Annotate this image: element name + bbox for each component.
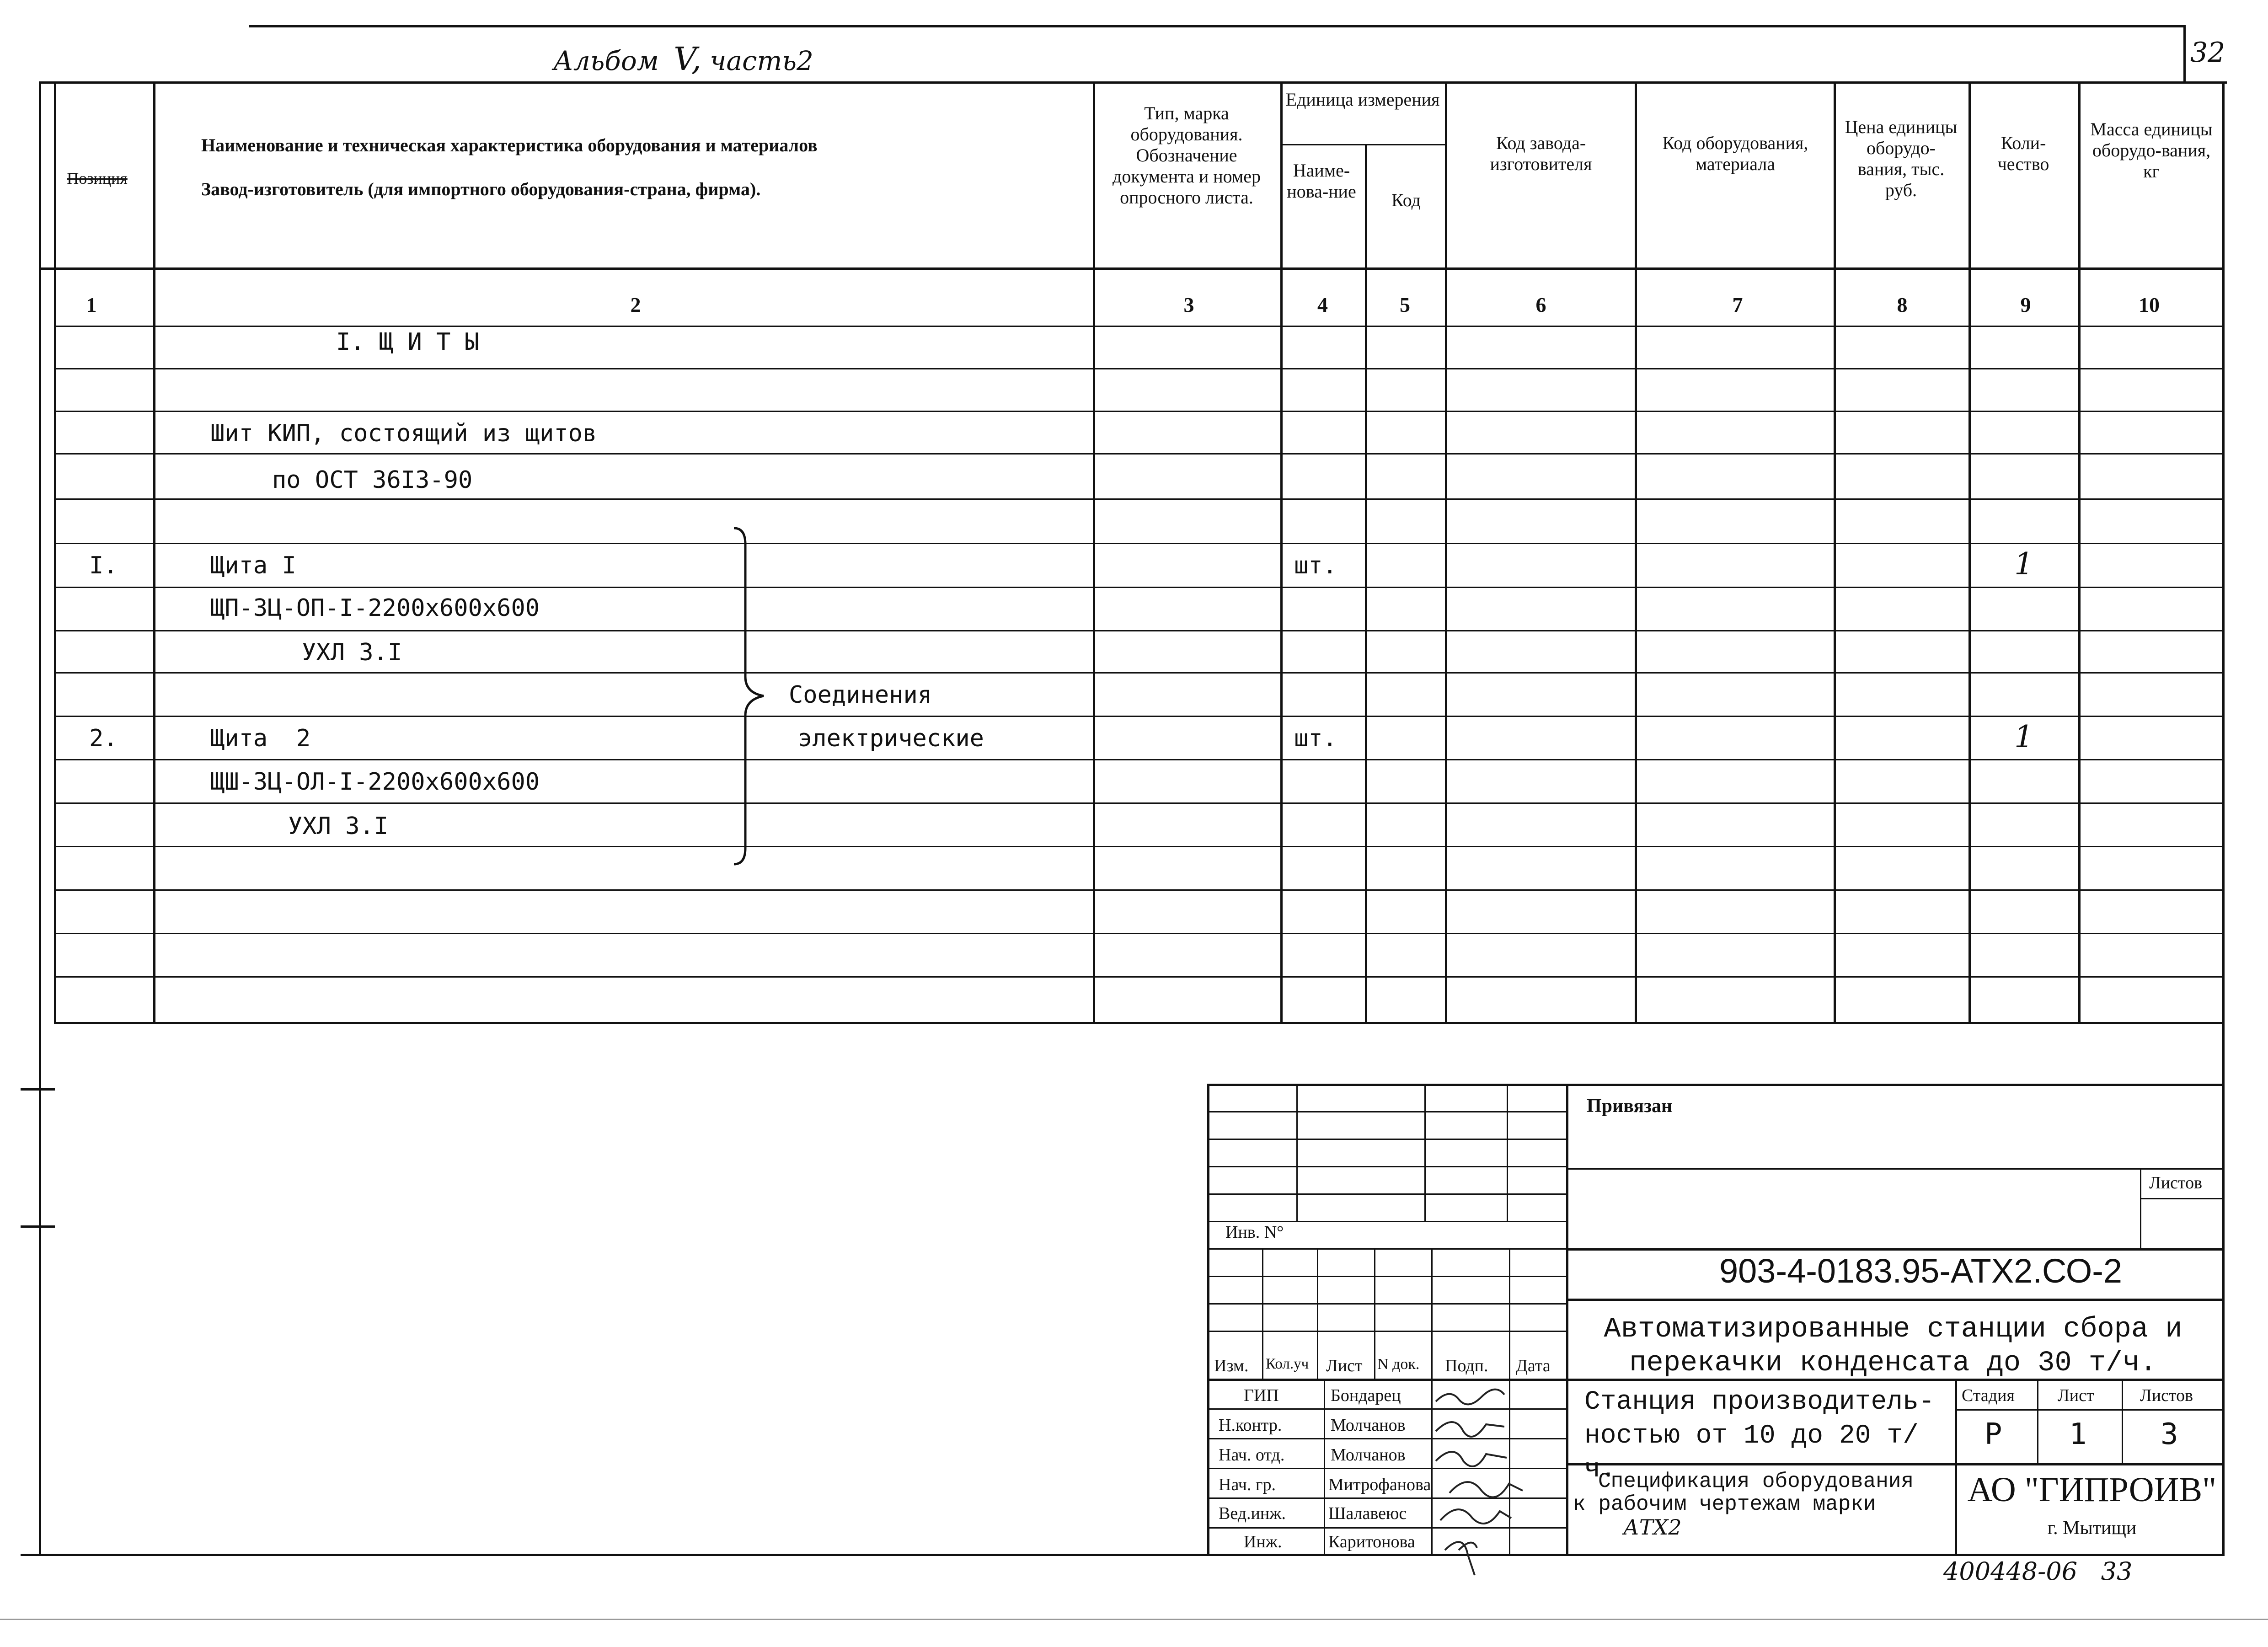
spec-title-line1: Спецификация оборудования xyxy=(1598,1470,1914,1493)
sheet-value: 1 xyxy=(2069,1417,2087,1451)
row-line xyxy=(54,630,2225,631)
item1-unit: шт. xyxy=(1294,552,1337,579)
col-line-8 xyxy=(1968,81,1971,1023)
signer-name: Молчанов xyxy=(1331,1416,1406,1435)
stamp-grid-v xyxy=(1262,1248,1263,1379)
stamp-grid-h xyxy=(1207,1139,1566,1140)
colnum-5: 5 xyxy=(1400,293,1410,316)
section-title: I. Щ И Т Ы xyxy=(336,328,480,356)
stamp-code-bottom xyxy=(1566,1299,2225,1301)
frame-left xyxy=(39,81,41,1554)
stamp-col-izm: Изм. xyxy=(1214,1356,1249,1375)
document-code: 903-4-0183.95-АТХ2.СО-2 xyxy=(1719,1252,2123,1290)
header-unit-price: Цена единицы оборудо-вания, тыс. руб. xyxy=(1845,117,1958,200)
item2-quantity: 1 xyxy=(2014,719,2033,754)
header-type: Тип, марка оборудования. Обозначение документа и номер опросного листа. xyxy=(1112,103,1261,208)
page-number: 32 xyxy=(2190,37,2225,69)
stamp-grid-v xyxy=(1424,1084,1426,1221)
joint-brace-icon xyxy=(732,526,768,866)
stamp-grid-h xyxy=(1207,1193,1566,1195)
stamp-grid-h xyxy=(1207,1248,1566,1250)
album-label xyxy=(553,40,813,78)
signatures-icon xyxy=(1431,1381,1568,1577)
header-name-line2: Завод-изготовитель (для импортного оборудования-страна, фирма). xyxy=(201,179,761,199)
item1-position: I. xyxy=(89,552,118,579)
colnum-2: 2 xyxy=(630,293,641,316)
colnum-8: 8 xyxy=(1897,293,1908,316)
item2-position: 2. xyxy=(89,725,118,752)
binding-mark-1 xyxy=(21,1088,55,1091)
stamp-col-list: Лист xyxy=(1326,1356,1363,1375)
frame-left-inner xyxy=(54,81,56,1023)
stamp-grid-h xyxy=(1207,1166,1566,1167)
stamp-grid-v xyxy=(1431,1248,1433,1379)
colnum-6: 6 xyxy=(1535,293,1546,316)
stage-divider-2 xyxy=(2122,1379,2123,1463)
signer-name: Молчанов xyxy=(1331,1445,1406,1465)
col-line-4 xyxy=(1365,144,1367,1023)
signer-name: Митрофанова xyxy=(1328,1475,1431,1494)
col-line-9 xyxy=(2078,81,2081,1023)
row-line xyxy=(54,802,2225,804)
item1-climate: УХЛ 3.I xyxy=(302,639,402,666)
top-rule xyxy=(249,25,2186,27)
item2-climate: УХЛ 3.I xyxy=(288,813,389,840)
col-line-3 xyxy=(1280,81,1283,1023)
stamp-col-kol: Кол.уч xyxy=(1266,1356,1309,1372)
stamp-station-divider xyxy=(1955,1379,1957,1555)
frame-top xyxy=(39,81,2225,84)
header-unit-code: Код xyxy=(1391,190,1421,210)
row-line xyxy=(54,716,2225,717)
stamp-sheets-box-left xyxy=(2140,1168,2141,1248)
stamp-right-line xyxy=(1566,1168,2225,1170)
unit-group-divider xyxy=(1280,144,1445,145)
stamp-grid-v xyxy=(1374,1248,1375,1379)
item1-type: ЩП-3Ц-ОП-I-2200x600x600 xyxy=(210,594,540,622)
header-name xyxy=(201,135,1070,200)
header-position: Позиция xyxy=(67,169,128,187)
project-title: Автоматизированные станции сбора и перекачки конденсата до 30 т/ч. xyxy=(1604,1313,2182,1379)
header-factory-code: Код завода-изготовителя xyxy=(1490,133,1592,174)
col-line-1 xyxy=(153,81,155,1023)
bound-label: Привязан xyxy=(1587,1096,1673,1117)
colnum-7: 7 xyxy=(1732,293,1743,316)
stamp-grid-h xyxy=(1207,1276,1566,1277)
stamp-station-bottom xyxy=(1566,1463,2225,1465)
row-line xyxy=(54,543,2225,544)
joint-label-line1: Соединения xyxy=(789,681,932,709)
stamp-grid-h xyxy=(1207,1331,1566,1332)
item2-name: Щита 2 xyxy=(210,725,311,752)
spec-title-line2: к рабочим чертежам марки xyxy=(1573,1492,1876,1516)
binding-mark-2 xyxy=(21,1225,55,1228)
stamp-right xyxy=(2222,1084,2225,1555)
joint-label-line2: электрические xyxy=(798,725,984,752)
table-bottom-rule xyxy=(54,1022,2225,1024)
archive-number: 400448-06 33 xyxy=(1943,1557,2133,1586)
colnum-9: 9 xyxy=(2020,293,2031,316)
item1-name: Щита I xyxy=(210,552,296,579)
row-line xyxy=(54,453,2225,455)
header-material-code: Код оборудования, материала xyxy=(1662,133,1808,174)
org-city: г. Мытищи xyxy=(2047,1518,2137,1539)
frame-bottom xyxy=(21,1554,1216,1556)
shield-description-line1: Шит КИП, состоящий из щитов xyxy=(210,420,597,447)
colnum-1: 1 xyxy=(86,293,97,316)
stamp-grid-v xyxy=(1296,1084,1298,1221)
row-line xyxy=(54,326,2225,327)
stamp-code-top xyxy=(1566,1248,2225,1251)
signer-role: Н.контр. xyxy=(1219,1416,1282,1435)
spec-mark: АТХ2 xyxy=(1623,1515,1682,1540)
org-name: АО "ГИПРОИВ" xyxy=(1967,1471,2217,1509)
row-line xyxy=(54,976,2225,978)
header-unit-name: Наиме-нова-ние xyxy=(1287,160,1356,202)
signer-role: Инж. xyxy=(1244,1532,1282,1551)
signer-role: Нач. гр. xyxy=(1219,1475,1276,1494)
signer-role: Нач. отд. xyxy=(1219,1445,1285,1465)
colnum-10: 10 xyxy=(2139,293,2160,316)
stamp-grid-h xyxy=(1207,1111,1566,1112)
row-line xyxy=(54,587,2225,588)
signer-name: Бондарец xyxy=(1331,1386,1401,1405)
header-quantity: Коли-чество xyxy=(1997,133,2049,174)
stage-header-line xyxy=(1955,1409,2225,1411)
stage-label: Стадия xyxy=(1962,1386,2015,1405)
stamp-top xyxy=(1207,1084,2225,1086)
stamp-grid-v xyxy=(1509,1248,1510,1379)
stamp-project-bottom xyxy=(1566,1379,2225,1381)
album-number: V, xyxy=(674,40,701,78)
colnum-4: 4 xyxy=(1317,293,1328,316)
col-line-5 xyxy=(1445,81,1447,1023)
sheets-value: 3 xyxy=(2161,1417,2178,1451)
shield-description-line2: по ОСТ 36I3-90 xyxy=(272,466,473,494)
header-mass: Масса единицы оборудо-вания, кг xyxy=(2090,119,2213,182)
stamp-grid-v xyxy=(1317,1248,1318,1379)
stamp-grid-v xyxy=(1507,1084,1508,1221)
item1-quantity: 1 xyxy=(2014,546,2033,582)
stamp-bottom xyxy=(1207,1554,2225,1556)
sheets-label: Листов xyxy=(2140,1386,2193,1405)
inv-number-label: Инв. N° xyxy=(1225,1223,1284,1242)
header-bottom-rule xyxy=(39,267,2225,270)
signer-name: Каритонова xyxy=(1328,1532,1415,1551)
stage-value: Р xyxy=(1984,1417,2002,1451)
colnum-3: 3 xyxy=(1183,293,1194,316)
row-line xyxy=(54,498,2225,500)
signer-role: ГИП xyxy=(1244,1386,1279,1405)
stage-divider-1 xyxy=(2037,1379,2038,1463)
stamp-col-ndok: N док. xyxy=(1377,1356,1420,1373)
spec-title xyxy=(1573,1470,1914,1539)
station-title: Станция производитель-ностью от 10 до 20 т/ч. xyxy=(1584,1387,1935,1485)
page-bottom-rule xyxy=(0,1619,2268,1620)
stamp-sheets-box-line xyxy=(2140,1198,2225,1199)
album-word: Альбом xyxy=(553,45,659,76)
stamp-col-podp: Подп. xyxy=(1445,1356,1488,1375)
col-line-7 xyxy=(1834,81,1836,1023)
row-line xyxy=(54,759,2225,760)
item2-unit: шт. xyxy=(1294,725,1337,752)
stamp-col-data: Дата xyxy=(1516,1356,1551,1375)
sheets-label-top: Листов xyxy=(2149,1173,2203,1192)
frame-right xyxy=(2222,81,2225,1087)
signer-role: Вед.инж. xyxy=(1219,1504,1286,1523)
col-line-2 xyxy=(1093,81,1095,1023)
page-number-box-left xyxy=(2183,25,2186,82)
stamp-grid-h xyxy=(1207,1303,1566,1305)
row-line xyxy=(54,411,2225,412)
header-name-line1: Наименование и техническая характеристика оборудования и материалов xyxy=(201,135,818,155)
row-line xyxy=(54,933,2225,934)
sheet-label: Лист xyxy=(2058,1386,2094,1405)
col-line-6 xyxy=(1635,81,1637,1023)
signer-name: Шалавеюс xyxy=(1328,1504,1407,1523)
item2-type: ЩШ-3Ц-ОЛ-I-2200x600x600 xyxy=(210,768,540,796)
row-line xyxy=(54,368,2225,369)
stamp-left xyxy=(1207,1084,1209,1555)
row-line xyxy=(54,846,2225,847)
header-unit-group: Единица измерения xyxy=(1285,89,1440,110)
row-line xyxy=(54,672,2225,674)
row-line xyxy=(54,889,2225,891)
album-part: часть2 xyxy=(710,45,813,76)
